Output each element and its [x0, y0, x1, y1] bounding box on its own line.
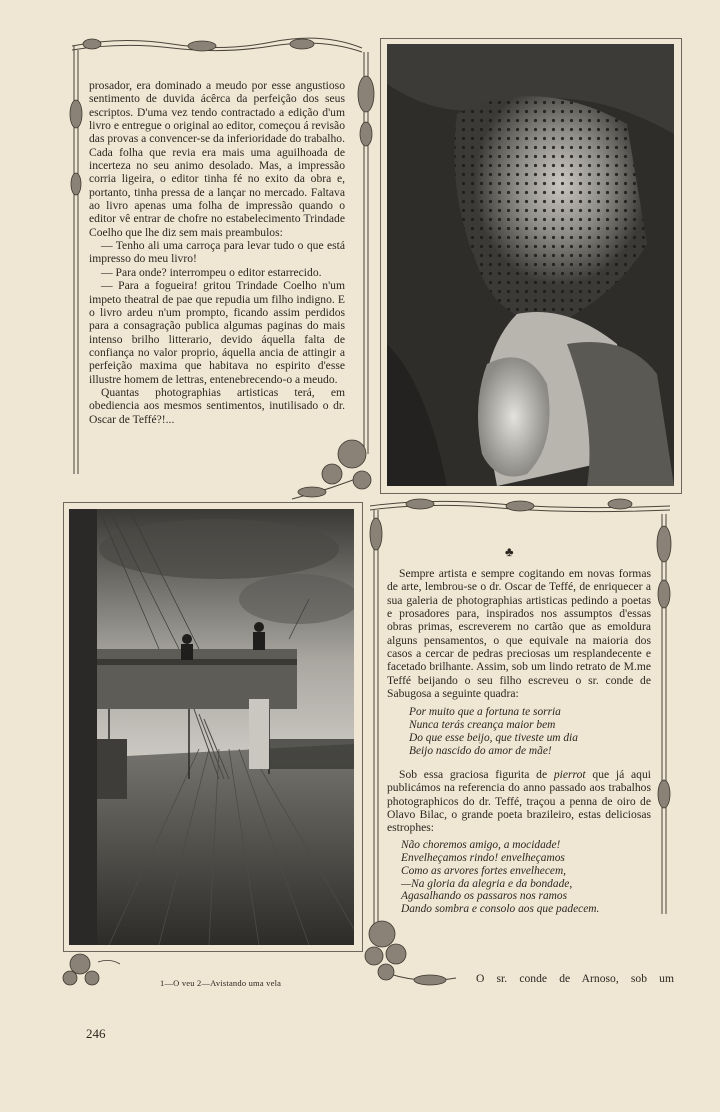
verse-line: Nunca terás creança maior bem — [409, 719, 556, 732]
verse-line: Agasalhando os passaros nos ramos — [401, 890, 568, 903]
verse-line: Do que esse beijo, que tiveste um dia — [409, 732, 578, 745]
italic-word: pierrot — [553, 768, 586, 782]
verse-line: Por muito que a fortuna te sorria — [409, 706, 561, 719]
text-span: que já aqui publicámos na referencia do anno passado aos trabalhos photographicos do dr. Teffé, traçou a penna de oiro de Olavo Bilac, o grande poeta brazileiro, estas deliciosas estrophes: — [387, 768, 651, 835]
paragraph: — Tenho ali uma carroça para levar tudo o que está impresso do meu livro! — [89, 239, 345, 266]
left-column-text — [89, 79, 345, 426]
paragraph: — Para onde? interrompeu o editor estarrecido. — [101, 265, 322, 279]
verse-line: Dando sombra e consolo aos que padecem. — [401, 903, 600, 916]
verse-sabugosa — [409, 706, 651, 758]
right-column-text — [387, 567, 651, 916]
verse-bilac — [401, 839, 651, 916]
photo-caption: 1—O veu 2—Avistando uma vela — [160, 978, 282, 988]
verse-line: Beijo nascido do amor de mãe! — [409, 745, 552, 758]
photo-woman-with-veil — [387, 44, 674, 486]
verse-line: Como as arvores fortes envelhecem, — [401, 864, 567, 877]
photo-ship-deck — [69, 509, 354, 945]
paragraph: Quantas photographias artisticas terá, em obediencia aos mesmos sentimentos, inutilisado o dr. Oscar de Teffé?!... — [89, 385, 345, 426]
bottom-left-corner-ornament — [58, 948, 122, 992]
text-span: Sob essa graciosa figurita de — [399, 768, 554, 782]
verse-line: Envelheçamos rindo! envelheçamos — [401, 851, 565, 864]
club-ornament: ♣ — [505, 544, 514, 559]
paragraph: — Para a fogueira! gritou Trindade Coelho n'um impeto theatral de pae que repudia um filho indigno. E o livro ardeu n'um prompto, ficando assim perdidos para a consagração publica algumas paginas do mais intenso brilho litterario, devido áquella falta de confiança no valor proprio, áquella ancia de attingir a perfeição maxima que habitava no espirito d'esse illustre homem de lettras, entenebrecendo-o a meudo. — [89, 279, 345, 386]
verse-line: Não choremos amigo, a mocidade! — [401, 838, 561, 851]
verse-line: —Na gloria da alegria e da bondade, — [401, 877, 573, 890]
continuation-line: O sr. conde de Arnoso, sob um — [476, 972, 674, 985]
paragraph — [387, 768, 651, 835]
paragraph: Sempre artista e sempre cogitando em novas formas de arte, lembrou-se o dr. Oscar de Teffé, de enriquecer a sua galeria de photographias artisticas pedindo a poetas e prosadores para, inspirados nos assumptos d'essas obras primas, escreverem no cartão que as emoldura alguns pensamentos, o que equivale na maioria dos casos a cercar de pedras preciosas um resplandecente e facetado brilhante. Assim, sob um lindo retrato de M.me Teffé beijando o seu filho escreveu o sr. conde de Sabugosa a seguinte quadra: — [387, 567, 651, 701]
page-number: 246 — [86, 1026, 106, 1041]
paragraph: prosador, era dominado a meudo por esse angustioso sentimento de duvida ácêrca da perfeição dos seus escriptos. D'uma vez tendo contractado a edição d'um livro e entregue o original ao editor, começou á revisão das provas a convencer-se da inferioridade do trabalho. Cada folha que revia era mais uma aguilhoada de incerteza no seu animo desolado. Mas, a impressão corria ligeira, o editor tinha fé no exito da obra e, portanto, tinha pressa de a lançar no mercado. Faltava ao livro apenas uma folha de impressão quando o editor vê entrar de chofre no estabelecimento Trindade Coelho que lhe diz sem mais preambulos: — [89, 79, 346, 239]
